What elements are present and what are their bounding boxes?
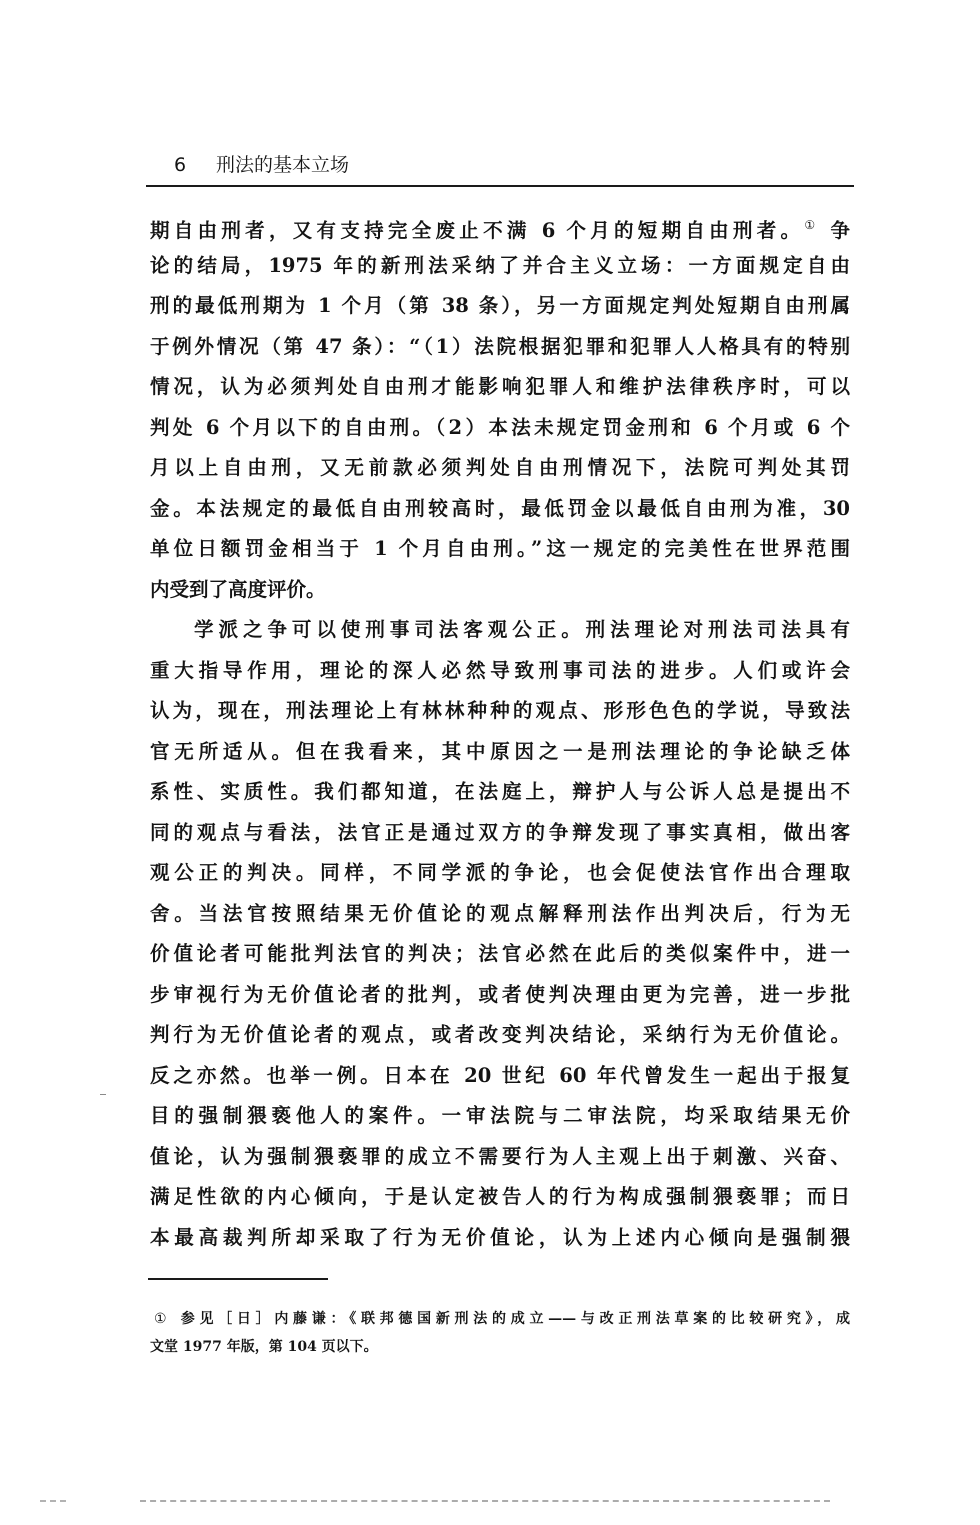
body-line: 情况，认为必须判处自由刑才能影响犯罪人和维护法律秩序时，可以 — [150, 375, 850, 398]
body-line: 系性、实质性。我们都知道，在法庭上，辩护人与公诉人总是提出不 — [150, 780, 850, 803]
page-number: 6 — [174, 154, 187, 176]
body-line: 官无所适从。但在我看来，其中原因之一是刑法理论的争论缺乏体 — [150, 739, 850, 763]
running-title: 刑法的基本立场 — [216, 154, 350, 176]
scan-edge-artifact — [40, 1500, 66, 1502]
body-line: 判处 6 个月以下的自由刑。（2）本法未规定罚金刑和 6 个月或 6 个 — [150, 415, 850, 439]
body-line: 内受到了高度评价。 — [150, 577, 326, 601]
body-line: 月以上自由刑，又无前款必须判处自由刑情况下，法院可判处其罚 — [150, 456, 850, 479]
header-rule — [146, 185, 854, 187]
body-line: 论的结局，1975 年的新刑法采纳了并合主义立场：一方面规定自由 — [150, 253, 850, 277]
body-line: 目的强制猥亵他人的案件。一审法院与二审法院，均采取结果无价 — [150, 1104, 850, 1127]
footnote — [150, 1305, 850, 1361]
body-line: 重大指导作用，理论的深人必然导致刑事司法的进步。人们或许会 — [150, 658, 850, 682]
body-line-1-tail: 争 — [830, 219, 850, 242]
scan-edge-artifact — [140, 1500, 830, 1502]
body-text — [150, 205, 850, 1258]
body-line-1 — [150, 205, 850, 246]
body-line: 观公正的判决。同样，不同学派的争论，也会促使法官作出合理取 — [150, 861, 850, 884]
scan-artifact — [100, 1094, 106, 1095]
body-line-1-text: 期自由刑者，又有支持完全废止不满 6 个月的短期自由刑者。 — [150, 219, 805, 242]
footnote-line-2: 文堂 1977 年版，第 104 页以下。 — [150, 1339, 378, 1355]
body-line: 值论，认为强制猥亵罪的成立不需要行为人主观上出于刺激、兴奋、 — [150, 1144, 850, 1168]
body-line: 满足性欲的内心倾向，于是认定被告人的行为构成强制猥亵罪；而日 — [150, 1185, 850, 1208]
body-line: 本最高裁判所却采取了行为无价值论，认为上述内心倾向是强制猥 — [150, 1225, 850, 1249]
body-line: 同的观点与看法，法官正是通过双方的争辩发现了事实真相，做出客 — [150, 820, 850, 844]
body-line: 单位日额罚金相当于 1 个月自由刑。”这一规定的完美性在世界范围 — [150, 537, 850, 560]
body-line: 于例外情况（第 47 条）：“（1）法院根据犯罪和犯罪人人格具有的特别 — [150, 334, 850, 358]
body-line: 反之亦然。也举一例。日本在 20 世纪 60 年代曾发生一起出于报复 — [150, 1063, 850, 1087]
paragraph-start-line: 学派之争可以使刑事司法客观公正。刑法理论对刑法司法具有 — [194, 618, 850, 641]
footnote-reference: ① — [804, 218, 820, 232]
page-header — [150, 150, 854, 180]
body-line: 刑的最低刑期为 1 个月（第 38 条），另一方面规定判处短期自由刑属 — [150, 294, 850, 317]
footnote-line-1 — [150, 1305, 850, 1333]
footnote-rule — [148, 1278, 328, 1280]
body-line: 金。本法规定的最低自由刑较高时，最低罚金以最低自由刑为准，30 — [150, 496, 850, 520]
body-line: 步审视行为无价值论者的批判，或者使判决理由更为完善，进一步批 — [150, 982, 850, 1006]
footnote-marker: ① — [154, 1311, 167, 1327]
body-line: 价值论者可能批判法官的判决；法官必然在此后的类似案件中，进一 — [150, 942, 850, 965]
footnote-text-1: 参见［日］内藤谦：《联邦德国新刑法的成立——与改正刑法草案的比较研究》，成 — [176, 1311, 850, 1327]
body-line: 判行为无价值论者的观点，或者改变判决结论，采纳行为无价值论。 — [150, 1023, 850, 1046]
body-line: 认为，现在，刑法理论上有林林种种的观点、形形色色的学说，导致法 — [150, 699, 850, 722]
body-line: 舍。当法官按照结果无价值论的观点解释刑法作出判决后，行为无 — [150, 901, 850, 925]
